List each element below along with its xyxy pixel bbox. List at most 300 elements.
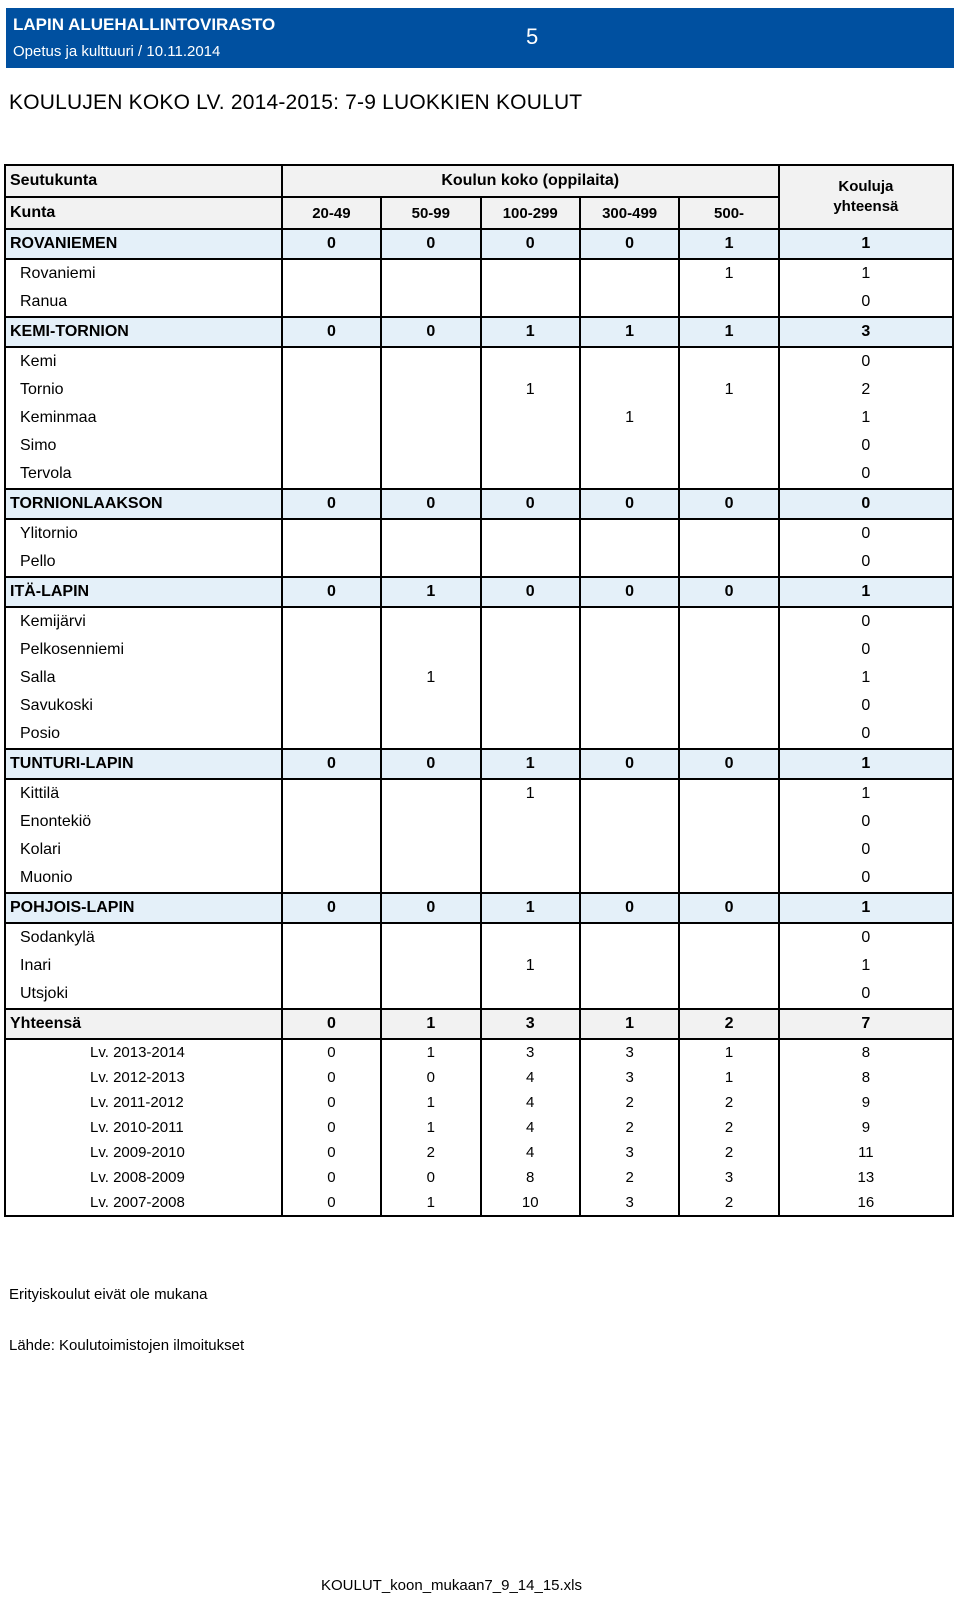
muni-row [5,519,953,548]
size-count-cell [679,923,778,952]
size-count-cell: 2 [679,1140,778,1165]
size-count-cell: 0 [481,577,580,607]
row-label: Inari [5,952,282,980]
size-count-cell: 1 [580,1009,679,1039]
size-count-cell [282,376,381,404]
total-cell: 0 [779,460,953,489]
size-count-cell [679,548,778,577]
size-count-cell [481,404,580,432]
size-count-cell [381,376,480,404]
size-count-cell: 1 [580,317,679,347]
size-count-cell: 0 [580,893,679,923]
hist-row [5,1090,953,1115]
size-count-cell: 1 [381,1190,480,1216]
row-label: POHJOIS-LAPIN [5,893,282,923]
row-label: Pelkosenniemi [5,636,282,664]
size-count-cell [282,404,381,432]
size-count-cell [679,808,778,836]
size-count-cell: 1 [679,317,778,347]
size-count-cell [481,432,580,460]
header-total-line2: yhteensä [833,198,899,215]
row-label: Enontekiö [5,808,282,836]
size-count-cell: 0 [679,893,778,923]
size-count-cell [679,836,778,864]
size-count-cell [381,347,480,376]
total-cell: 9 [779,1090,953,1115]
size-count-cell: 0 [282,893,381,923]
total-cell: 0 [779,432,953,460]
row-label: Lv. 2011-2012 [5,1090,282,1115]
row-label: TUNTURI-LAPIN [5,749,282,779]
size-count-cell [580,923,679,952]
row-label: Kemijärvi [5,607,282,636]
header-size-col: 300-499 [580,197,679,229]
size-count-cell: 0 [381,317,480,347]
size-count-cell: 0 [381,229,480,259]
size-count-cell: 4 [481,1115,580,1140]
size-count-cell: 0 [580,577,679,607]
size-count-cell [580,864,679,893]
size-count-cell: 1 [481,952,580,980]
size-count-cell [481,519,580,548]
size-count-cell: 1 [481,376,580,404]
total-cell: 1 [779,893,953,923]
hist-row [5,1065,953,1090]
total-cell: 1 [779,229,953,259]
header-size-col: 20-49 [282,197,381,229]
size-count-cell: 0 [282,1140,381,1165]
size-count-cell [580,460,679,489]
size-count-cell: 1 [679,229,778,259]
size-count-cell [481,460,580,489]
size-count-cell [679,404,778,432]
row-label: Lv. 2007-2008 [5,1190,282,1216]
size-count-cell: 0 [381,1165,480,1190]
row-label: Tervola [5,460,282,489]
total-cell: 1 [779,952,953,980]
size-count-cell [481,923,580,952]
row-label: Rovaniemi [5,259,282,288]
header-size-col: 500- [679,197,778,229]
muni-row [5,404,953,432]
total-cell: 1 [779,259,953,288]
size-count-cell [381,720,480,749]
muni-row [5,548,953,577]
page-title: KOULUJEN KOKO LV. 2014-2015: 7-9 LUOKKIEN KOULUT [9,91,583,114]
size-count-cell [381,808,480,836]
size-count-cell: 0 [679,489,778,519]
muni-row [5,636,953,664]
total-cell: 0 [779,836,953,864]
size-count-cell [381,923,480,952]
header-school-size-group: Koulun koko (oppilaita) [282,165,779,197]
size-count-cell [580,952,679,980]
size-count-cell: 1 [381,1009,480,1039]
size-count-cell: 1 [679,1039,778,1065]
total-cell: 0 [779,288,953,317]
size-count-cell: 1 [679,376,778,404]
size-count-cell: 2 [580,1090,679,1115]
size-count-cell: 2 [381,1140,480,1165]
size-count-cell [580,836,679,864]
muni-row [5,347,953,376]
size-count-cell [481,548,580,577]
size-count-cell [481,980,580,1009]
muni-row [5,664,953,692]
row-label: Lv. 2010-2011 [5,1115,282,1140]
size-count-cell [282,692,381,720]
total-cell: 2 [779,376,953,404]
region-row [5,893,953,923]
size-count-cell: 0 [679,577,778,607]
size-count-cell [679,347,778,376]
size-count-cell: 3 [580,1190,679,1216]
size-count-cell: 1 [381,1115,480,1140]
size-count-cell: 1 [481,317,580,347]
size-count-cell: 2 [679,1090,778,1115]
size-count-cell [481,259,580,288]
size-count-cell: 8 [481,1165,580,1190]
size-count-cell: 0 [282,489,381,519]
muni-row [5,376,953,404]
muni-row [5,692,953,720]
header-size-col: 100-299 [481,197,580,229]
size-count-cell [580,664,679,692]
region-row [5,317,953,347]
total-cell: 7 [779,1009,953,1039]
size-count-cell [381,432,480,460]
size-count-cell [282,864,381,893]
size-count-cell [282,836,381,864]
size-count-cell [679,432,778,460]
size-count-cell: 2 [580,1165,679,1190]
size-count-cell: 0 [282,1165,381,1190]
size-count-cell: 1 [381,577,480,607]
size-count-cell [381,607,480,636]
row-label: Pello [5,548,282,577]
muni-row [5,952,953,980]
size-count-cell [481,836,580,864]
organization-name: LAPIN ALUEHALLINTOVIRASTO [13,15,276,34]
size-count-cell [580,808,679,836]
total-cell: 0 [779,980,953,1009]
table-header-row-1 [5,165,953,197]
size-count-cell [580,779,679,808]
size-count-cell [282,347,381,376]
total-cell: 9 [779,1115,953,1140]
size-count-cell [282,288,381,317]
header-seutukunta: Seutukunta [5,165,282,197]
row-label: Kolari [5,836,282,864]
size-count-cell: 0 [282,1115,381,1140]
size-count-cell: 3 [481,1009,580,1039]
total-cell: 1 [779,664,953,692]
total-cell: 8 [779,1039,953,1065]
size-count-cell [580,259,679,288]
size-count-cell [679,720,778,749]
size-count-cell [580,432,679,460]
size-count-cell [580,692,679,720]
size-count-cell: 1 [381,1090,480,1115]
row-label: Savukoski [5,692,282,720]
row-label: Ylitornio [5,519,282,548]
total-cell: 0 [779,607,953,636]
header-kunta: Kunta [5,197,282,229]
footer-filename: KOULUT_koon_mukaan7_9_14_15.xls [321,1577,582,1594]
size-count-cell [282,980,381,1009]
size-count-cell [679,692,778,720]
size-count-cell: 0 [282,749,381,779]
total-cell: 3 [779,317,953,347]
size-count-cell [679,288,778,317]
muni-row [5,923,953,952]
size-count-cell [679,607,778,636]
total-cell: 1 [779,749,953,779]
row-label: Posio [5,720,282,749]
row-label: Kemi [5,347,282,376]
muni-row [5,808,953,836]
size-count-cell: 0 [282,1009,381,1039]
row-label: Yhteensä [5,1009,282,1039]
hist-row [5,1140,953,1165]
size-count-cell [282,664,381,692]
size-count-cell [481,864,580,893]
muni-row [5,836,953,864]
size-count-cell: 3 [580,1065,679,1090]
size-count-cell [282,548,381,577]
size-count-cell: 2 [679,1115,778,1140]
size-count-cell [381,519,480,548]
row-label: Sodankylä [5,923,282,952]
size-count-cell: 3 [580,1140,679,1165]
total-row [5,1009,953,1039]
size-count-cell [580,347,679,376]
size-count-cell [580,376,679,404]
size-count-cell [381,692,480,720]
size-count-cell: 0 [481,489,580,519]
size-count-cell [282,460,381,489]
size-count-cell: 1 [481,779,580,808]
muni-row [5,259,953,288]
total-cell: 0 [779,347,953,376]
muni-row [5,779,953,808]
size-count-cell [580,288,679,317]
row-label: Keminmaa [5,404,282,432]
size-count-cell [282,720,381,749]
size-count-cell [481,692,580,720]
size-count-cell [481,607,580,636]
header-subtitle: Opetus ja kulttuuri / 10.11.2014 [13,43,221,60]
size-count-cell: 0 [381,1065,480,1090]
size-count-cell [282,636,381,664]
hist-row [5,1115,953,1140]
total-cell: 0 [779,923,953,952]
total-cell: 1 [779,577,953,607]
size-count-cell: 1 [679,1065,778,1090]
size-count-cell: 0 [481,229,580,259]
size-count-cell [481,720,580,749]
muni-row [5,720,953,749]
size-count-cell [381,864,480,893]
total-cell: 0 [779,489,953,519]
size-count-cell [481,347,580,376]
size-count-cell [679,664,778,692]
total-cell: 0 [779,548,953,577]
row-label: TORNIONLAAKSON [5,489,282,519]
row-label: Utsjoki [5,980,282,1009]
size-count-cell: 1 [679,259,778,288]
page-number: 5 [526,24,539,49]
hist-row [5,1165,953,1190]
row-label: ROVANIEMEN [5,229,282,259]
size-count-cell [580,720,679,749]
size-count-cell [481,664,580,692]
size-count-cell: 1 [381,1039,480,1065]
table-body [5,229,953,1216]
size-count-cell [282,923,381,952]
muni-row [5,432,953,460]
row-label: Lv. 2012-2013 [5,1065,282,1090]
size-count-cell: 0 [580,229,679,259]
row-label: ITÄ-LAPIN [5,577,282,607]
muni-row [5,607,953,636]
muni-row [5,864,953,893]
total-cell: 16 [779,1190,953,1216]
size-count-cell: 4 [481,1140,580,1165]
size-count-cell: 0 [282,1039,381,1065]
size-count-cell: 3 [679,1165,778,1190]
page-header [6,8,954,68]
size-count-cell [282,259,381,288]
size-count-cell: 1 [580,404,679,432]
size-count-cell [381,636,480,664]
muni-row [5,460,953,489]
size-count-cell: 0 [580,489,679,519]
size-count-cell: 0 [679,749,778,779]
total-cell: 1 [779,404,953,432]
size-count-cell [381,404,480,432]
row-label: Lv. 2008-2009 [5,1165,282,1190]
size-count-cell [679,952,778,980]
row-label: KEMI-TORNION [5,317,282,347]
size-count-cell: 0 [282,1065,381,1090]
size-count-cell [381,836,480,864]
size-count-cell [282,607,381,636]
size-count-cell: 0 [381,489,480,519]
size-count-cell: 0 [381,749,480,779]
size-count-cell [580,607,679,636]
size-count-cell: 1 [481,749,580,779]
school-size-table [4,164,954,1217]
size-count-cell [481,808,580,836]
total-cell: 11 [779,1140,953,1165]
total-cell: 0 [779,720,953,749]
size-count-cell [381,288,480,317]
size-count-cell [481,636,580,664]
size-count-cell [282,808,381,836]
size-count-cell [679,980,778,1009]
size-count-cell: 0 [580,749,679,779]
total-cell: 0 [779,692,953,720]
total-cell: 0 [779,519,953,548]
size-count-cell: 0 [282,317,381,347]
size-count-cell [679,864,778,893]
row-label: Ranua [5,288,282,317]
size-count-cell: 2 [679,1009,778,1039]
total-cell: 0 [779,636,953,664]
size-count-cell: 1 [481,893,580,923]
total-cell: 13 [779,1165,953,1190]
size-count-cell [282,952,381,980]
size-count-cell: 0 [282,1090,381,1115]
size-count-cell [381,460,480,489]
size-count-cell: 0 [381,893,480,923]
total-cell: 8 [779,1065,953,1090]
size-count-cell [580,980,679,1009]
size-count-cell [580,636,679,664]
muni-row [5,980,953,1009]
size-count-cell [580,548,679,577]
size-count-cell [679,636,778,664]
row-label: Muonio [5,864,282,893]
size-count-cell [282,432,381,460]
total-cell: 1 [779,779,953,808]
size-count-cell [679,779,778,808]
region-row [5,489,953,519]
size-count-cell: 2 [679,1190,778,1216]
size-count-cell: 4 [481,1065,580,1090]
size-count-cell [679,460,778,489]
size-count-cell [282,519,381,548]
size-count-cell [679,519,778,548]
region-row [5,749,953,779]
size-count-cell: 1 [381,664,480,692]
muni-row [5,288,953,317]
size-count-cell: 3 [481,1039,580,1065]
region-row [5,229,953,259]
size-count-cell: 10 [481,1190,580,1216]
note-source: Lähde: Koulutoimistojen ilmoitukset [9,1337,245,1354]
total-cell: 0 [779,864,953,893]
row-label: Lv. 2013-2014 [5,1039,282,1065]
size-count-cell: 3 [580,1039,679,1065]
row-label: Tornio [5,376,282,404]
size-count-cell: 0 [282,577,381,607]
size-count-cell [381,980,480,1009]
row-label: Kittilä [5,779,282,808]
header-total [779,165,953,229]
total-cell: 0 [779,808,953,836]
size-count-cell [381,259,480,288]
size-count-cell: 4 [481,1090,580,1115]
size-count-cell: 0 [282,229,381,259]
size-count-cell: 2 [580,1115,679,1140]
header-size-col: 50-99 [381,197,480,229]
row-label: Lv. 2009-2010 [5,1140,282,1165]
size-count-cell [381,779,480,808]
size-count-cell [481,288,580,317]
size-count-cell [381,548,480,577]
region-row [5,577,953,607]
header-total-line1: Kouluja [838,178,894,195]
row-label: Salla [5,664,282,692]
note-special-schools: Erityiskoulut eivät ole mukana [9,1286,208,1303]
size-count-cell [282,779,381,808]
hist-row [5,1190,953,1216]
size-count-cell [580,519,679,548]
size-count-cell [381,952,480,980]
hist-row [5,1039,953,1065]
